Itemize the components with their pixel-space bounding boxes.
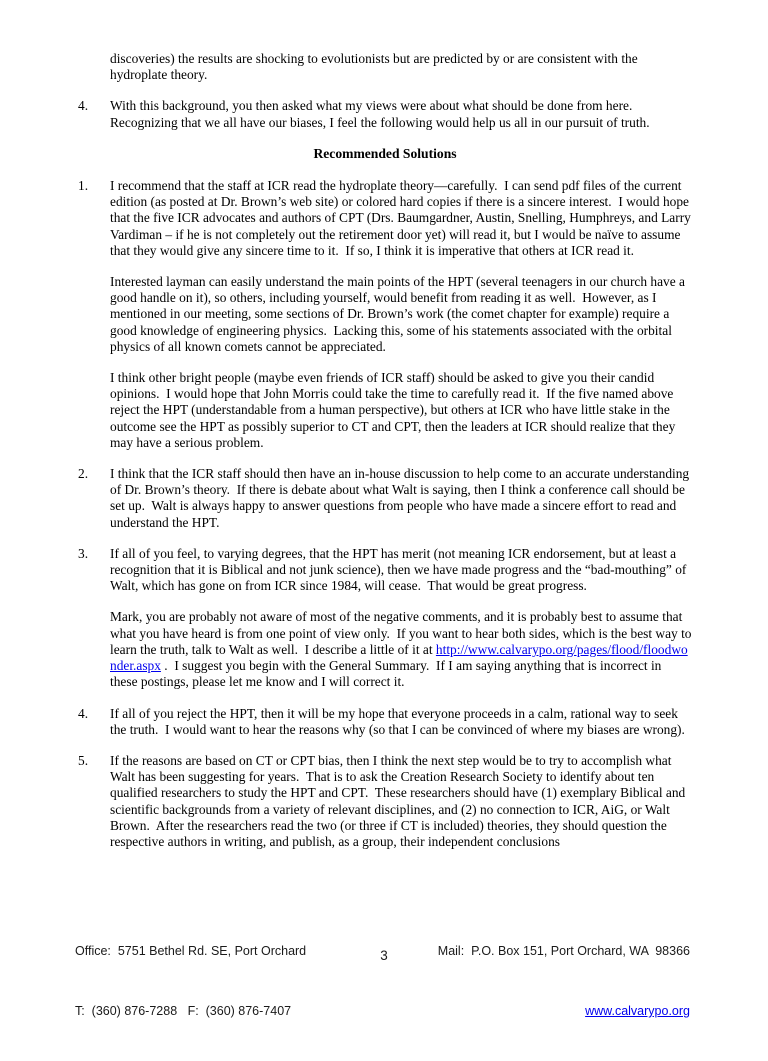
continuation-paragraph: [78, 51, 692, 83]
solution-item-2: [78, 466, 692, 531]
section-heading: Recommended Solutions: [313, 145, 457, 161]
solution-item-1: [78, 178, 692, 451]
item-number: 5.: [78, 752, 89, 768]
body-paragraph: If all of you reject the HPT, then it will be my hope that everyone proceeds in a calm, rational way to seek the truth. I would want to hear the reasons why (so that I can be convinced of where my biases are wrong).: [110, 705, 685, 737]
footer-office-block: [75, 901, 306, 1061]
body-paragraph: With this background, you then asked what my views were about what should be done from here. Recognizing that we all have our biases, I feel the following would help us all in our pursuit of truth.: [110, 98, 650, 130]
page-number: 3: [380, 948, 388, 963]
item-number: 1.: [78, 178, 89, 194]
body-paragraph: discoveries) the results are shocking to evolutionists but are predicted by or are consistent with the hydroplate theory.: [110, 51, 642, 83]
footer-phone-fax: T: (360) 876-7288 F: (360) 876-7407: [75, 1004, 292, 1018]
body-paragraph: Interested layman can easily understand the main points of the HPT (several teenagers in our church have a good handle on it), so others, including yourself, would benefit from reading it as well. However, as I mentioned in our meeting, some sections of Dr. Brown’s work (the comet chapter for example) require a good knowledge of engineering physics. Lacking this, some of his statements associated with the orbital physics of all known comets cannot be appreciated.: [110, 274, 689, 354]
body-paragraph-with-link: [110, 609, 695, 690]
item-number: 4.: [78, 98, 89, 114]
page-footer: [75, 901, 690, 1061]
solution-item-5: [78, 753, 692, 850]
footer-mail-block: [438, 901, 690, 1061]
background-item-4: [78, 98, 692, 130]
paragraph-text-after-link: . I suggest you begin with the General Summary. If I am saying anything that is incorrect in these postings, please let me know and I will correct it.: [110, 658, 665, 690]
item-number-empty: [78, 51, 110, 83]
item-number: 4.: [78, 705, 89, 721]
item-number: 3.: [78, 545, 89, 561]
body-paragraph: I think that the ICR staff should then have an in-house discussion to help come to an accurate understanding of Dr. Brown’s theory. If there is debate about what Walt is saying, then I think a conference call should be set up. Walt is always happy to answer questions from people who have made a sincere effort to read and understand the HPT.: [110, 466, 693, 530]
solution-item-4: [78, 706, 692, 738]
document-body: [78, 51, 695, 865]
solution-item-3: [78, 545, 695, 691]
footer-mail-address: Mail: P.O. Box 151, Port Orchard, WA 98366: [437, 944, 690, 958]
body-paragraph: I think other bright people (maybe even friends of ICR staff) should be asked to give you their candid opinions. I would hope that John Morris could take the time to carefully read it. If the five named above reject the HPT (understandable from a human perspective), but others at ICR who have little stake in the outcome see the HPT as possibly superior to CT and CPT, then the leaders at ICR should realize that they may have a serious problem.: [110, 370, 679, 450]
calvarypo-website-link[interactable]: www.calvarypo.org: [585, 1004, 690, 1018]
footer-office-address: Office: 5751 Bethel Rd. SE, Port Orchard: [75, 944, 307, 958]
floodwonder-url-link[interactable]: http://www.calvarypo.org/pages/flood/floodwonder.aspx: [110, 641, 688, 674]
body-paragraph: If all of you feel, to varying degrees, that the HPT has merit (not meaning ICR endorsement, but at least a recognition that it is Biblical and not junk science), then we have made progress and the “bad-mouthing” of Walt, which has gone on from ICR since 1984, will cease. That would be great progress.: [110, 545, 690, 594]
paragraph-text-before-link: Mark, you are probably not aware of most of the negative comments, and it is probably best to assume that what you have heard is from one point of view only. If you want to hear both sides, which is the best way to learn the truth, talk to Walt as well. I describe a little of it at: [110, 609, 695, 657]
body-paragraph: I recommend that the staff at ICR read the hydroplate theory—carefully. I can send pdf files of the current edition (as posted at Dr. Brown’s web site) or colored hard copies if there is a sincere interest. I would hope that the five ICR advocates and authors of CPT (Drs. Baumgardner, Austin, Snelling, Humphreys, and Larry Vardiman – if he is not completely out the retirement door yet) will read it, but I would be naïve to assume that they would give any sincere time to it. If so, I think it is imperative that others at ICR read it.: [110, 178, 694, 258]
item-number: 2.: [78, 466, 89, 482]
body-paragraph: If the reasons are based on CT or CPT bias, then I think the next step would be to try to accomplish what Walt has been suggesting for years. That is to ask the Creation Research Society to identify about ten qualified researchers to study the HPT and CPT. These researchers should have (1) exemplary Biblical and scientific backgrounds from a variety of relevant disciplines, and (2) no connection to ICR, AiG, or Walt Brown. After the researchers read the two (or three if CT is included) theories, they should question the respective authors in writing, and publish, as a group, their independent conclusions: [110, 752, 689, 849]
